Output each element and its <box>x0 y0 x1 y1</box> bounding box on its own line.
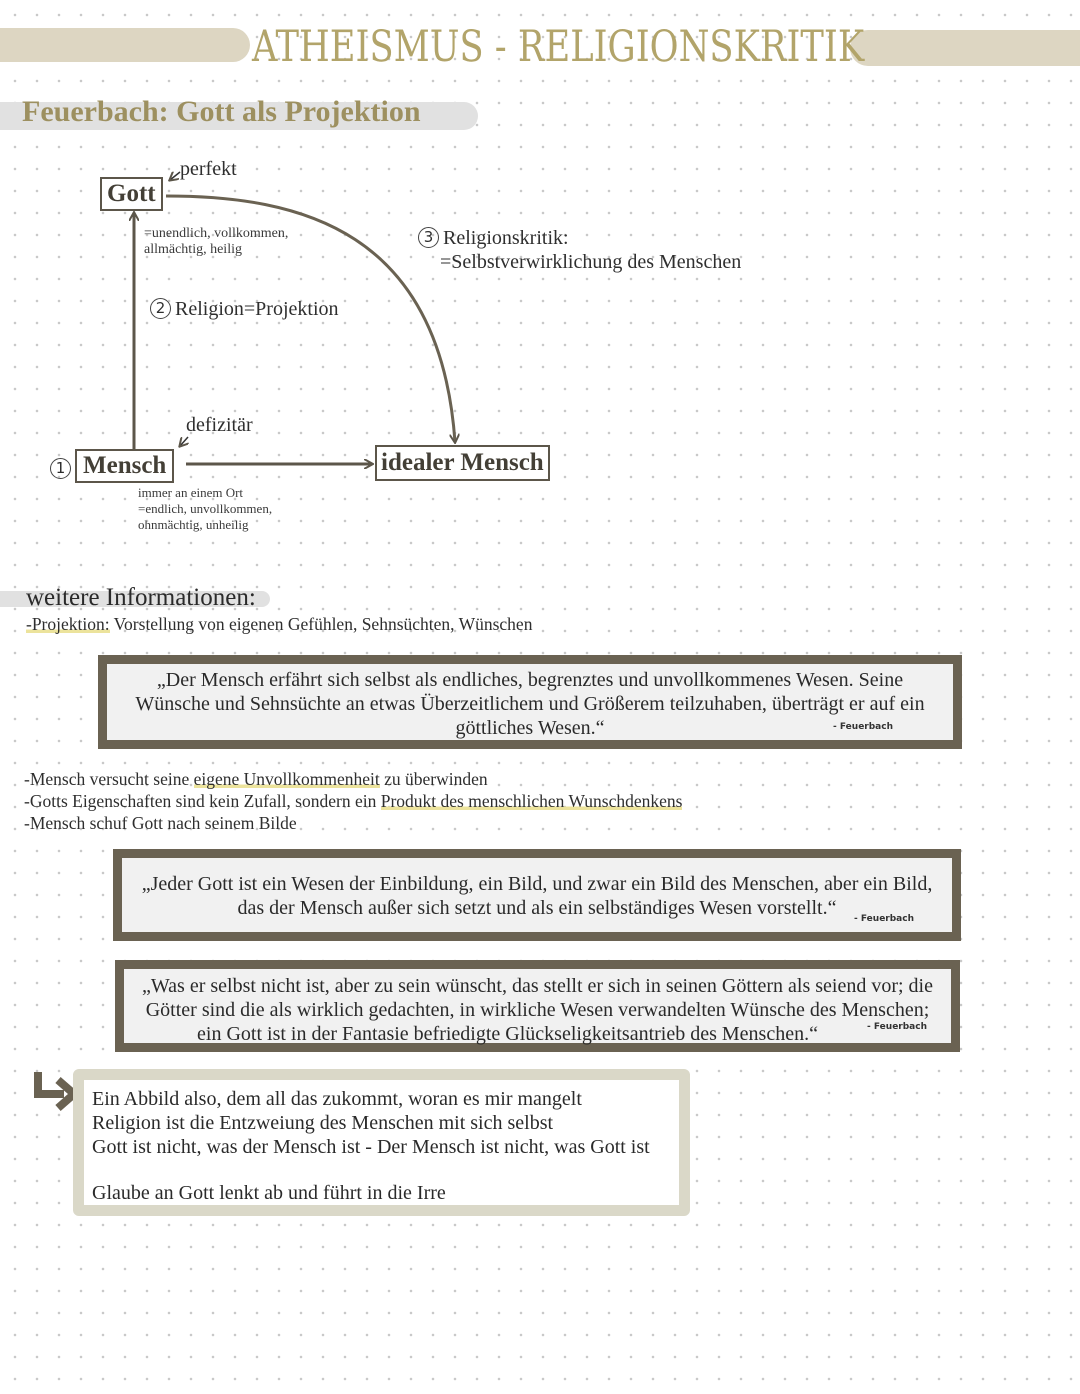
bullet-list <box>24 768 682 834</box>
projektion-term: -Projektion: <box>26 614 110 634</box>
page-subtitle: Feuerbach: Gott als Projektion <box>22 95 421 128</box>
step2-label: 2 Religion=Projektion <box>150 298 339 321</box>
gott-attributes: =unendlich, vollkommen, allmächtig, heilig <box>144 226 289 257</box>
mensch-box: Mensch <box>75 449 174 483</box>
step3-number: 3 <box>418 227 439 248</box>
bullet-3: -Mensch schuf Gott nach seinem Bilde <box>24 813 297 833</box>
summary-box <box>73 1069 690 1216</box>
mensch-attributes: immer an einem Ort =endlich, unvollkommen, ohnmächtig, unheilig <box>138 485 273 532</box>
bullet-2: -Gotts Eigenschaften sind kein Zufall, sondern ein Produkt des menschlichen Wunschdenkens <box>24 791 683 811</box>
step2-number: 2 <box>150 298 171 319</box>
gott-box: Gott <box>100 177 163 211</box>
quote-box-1: „Der Mensch erfährt sich selbst als endliches, begrenztes und unvollkommenes Wesen. Seine Wünsche und Sehnsüchte an etwas Überzeitlichem und Größerem teilzuhaben, überträgt er auf ein göttliches Wesen.“ - Feuerbach <box>98 655 962 749</box>
idealer-mensch-box: idealer Mensch <box>375 445 550 481</box>
mensch-number: 1 <box>50 458 71 479</box>
quote-3-author: - Feuerbach <box>867 1022 927 1032</box>
gott-annotation: perfekt <box>180 158 237 180</box>
quote-box-2: „Jeder Gott ist ein Wesen der Einbildung, ein Bild, und zwar ein Bild des Menschen, aber ein Bild, das der Mensch außer sich setzt und als ein selbständiges Wesen vorstellt.“ - Feuerbach <box>113 849 961 941</box>
bullet-1: -Mensch versucht seine eigene Unvollkommenheit zu überwinden <box>24 769 488 789</box>
pointer-defizitaer <box>180 437 188 446</box>
quote-box-3: „Was er selbst nicht ist, aber zu sein wünscht, das stellt er sich in seinen Göttern als seiend vor; die Götter sind die als wirklich gedachten, in wirkliche Wesen verwandelten Wünsche des Menschen; ein Gott ist in der Fantasie befriedigte Glückseligkeitsantrieb des Menschen.“ - Feuerbach <box>115 960 960 1052</box>
summary-line-2: Religion ist die Entzweiung des Menschen mit sich selbst <box>92 1112 554 1134</box>
mensch-annotation: defizitär <box>186 414 253 436</box>
summary-line-3: Gott ist nicht, was der Mensch ist - Der Mensch ist nicht, was Gott ist <box>92 1136 650 1158</box>
projektion-definition: -Projektion: Vorstellung von eigenen Gefühlen, Sehnsüchten, Wünschen <box>26 614 533 634</box>
quote-2-author: - Feuerbach <box>854 914 914 924</box>
quote-1-author: - Feuerbach <box>833 722 893 732</box>
summary-line-4: Glaube an Gott lenkt ab und führt in die Irre <box>92 1182 446 1204</box>
info-heading: weitere Informationen: <box>26 584 256 611</box>
step3-label: 3 Religionskritik: =Selbstverwirklichung des Menschen <box>418 226 741 274</box>
page-title: ATHEISMUS - RELIGIONSKRITIK <box>252 22 865 72</box>
summary-line-1: Ein Abbild also, dem all das zukommt, woran es mir mangelt <box>92 1088 582 1110</box>
pointer-perfekt <box>170 172 180 180</box>
